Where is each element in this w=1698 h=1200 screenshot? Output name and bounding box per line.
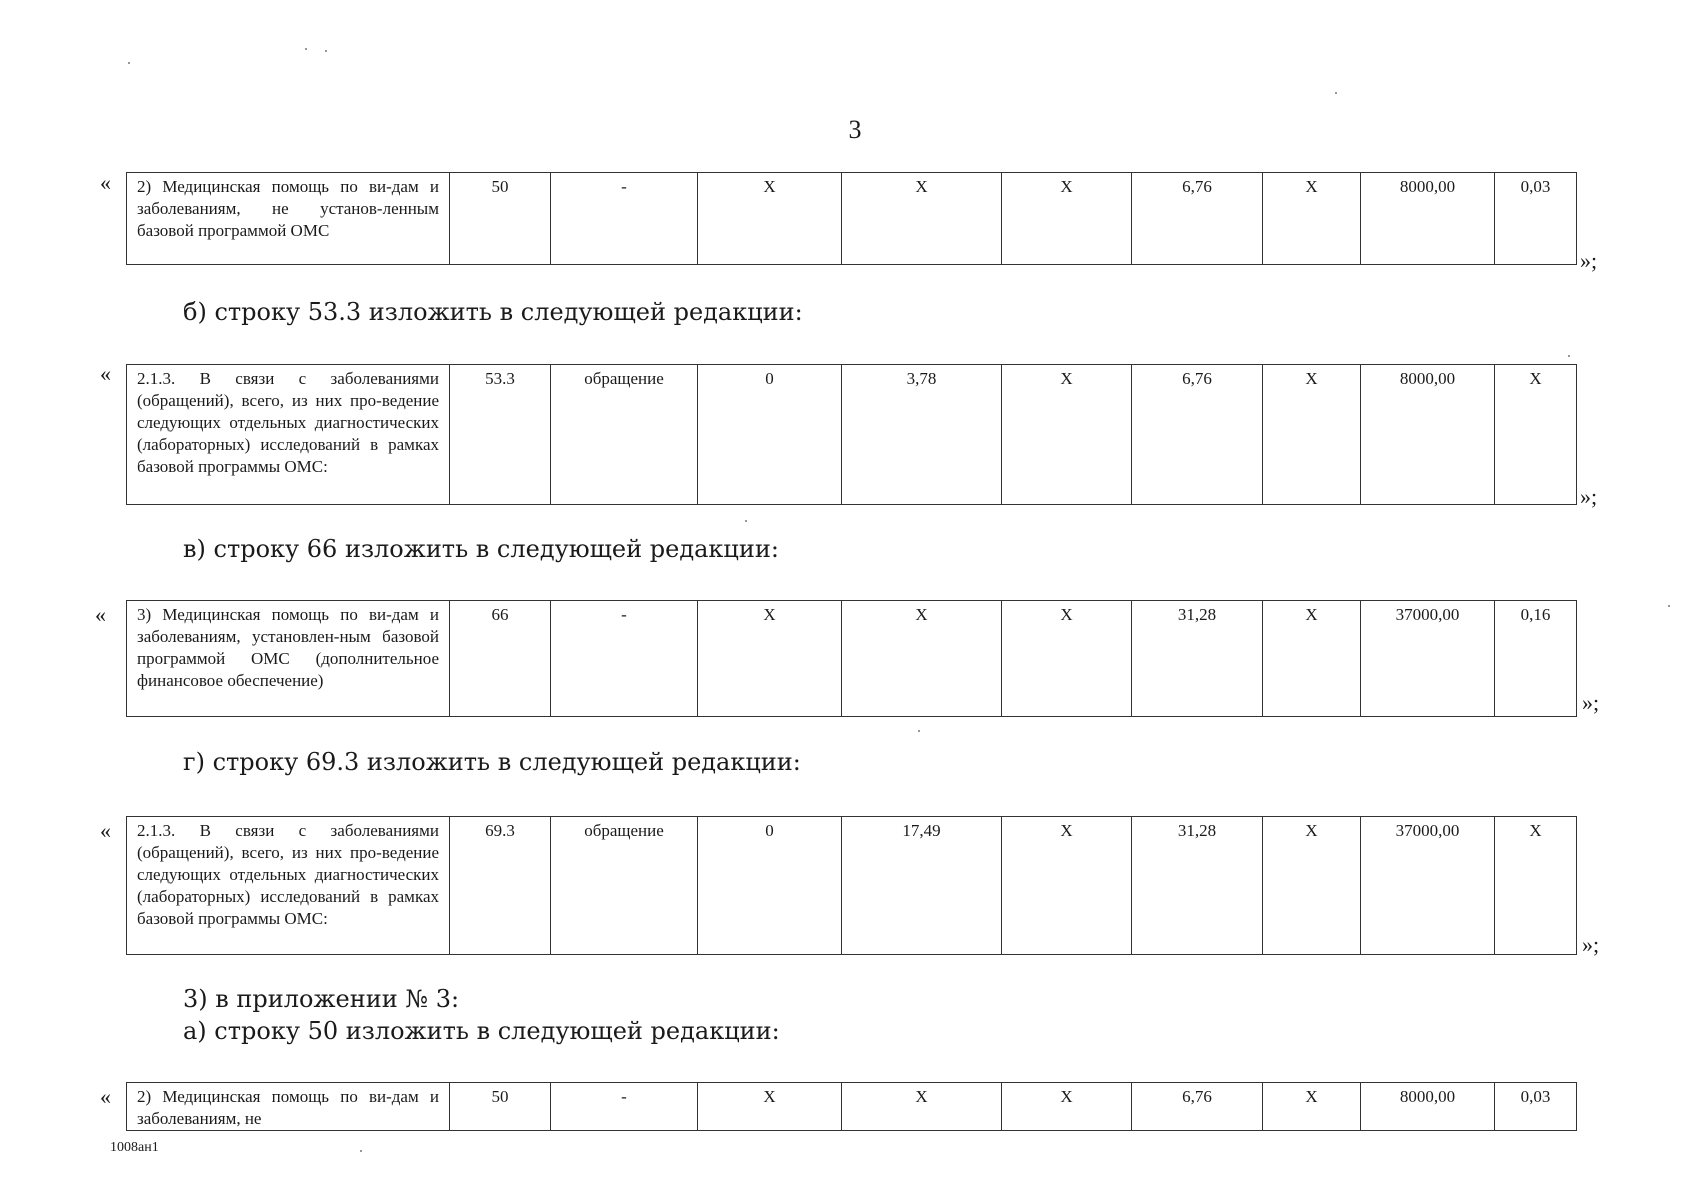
cell-value: 37000,00: [1361, 601, 1495, 717]
cell-unit: обращение: [551, 365, 698, 505]
cell-description: 2) Медицинская помощь по ви-дам и заболеваниям, не: [127, 1083, 450, 1131]
amendment-table-row-50-appendix-3: [126, 1082, 1577, 1131]
scan-speck: [918, 730, 920, 732]
document-code: 1008ан1: [110, 1140, 159, 1155]
cell-value: X: [1263, 601, 1361, 717]
cell-value: 6,76: [1132, 173, 1263, 265]
instruction-b: б) строку 53.3 изложить в следующей редакции:: [183, 298, 803, 326]
cell-row-number: 50: [450, 173, 551, 265]
scan-speck: [325, 50, 327, 52]
instruction-v: в) строку 66 изложить в следующей редакции:: [183, 535, 779, 563]
cell-value: X: [842, 1083, 1002, 1131]
cell-value: X: [698, 601, 842, 717]
table-row: [127, 817, 1577, 955]
cell-value: X: [1263, 817, 1361, 955]
page-number: 3: [848, 115, 862, 144]
cell-value: 6,76: [1132, 365, 1263, 505]
amendment-table-row-66: [126, 600, 1577, 717]
scan-speck: [305, 48, 307, 50]
cell-unit: -: [551, 601, 698, 717]
scan-speck: [128, 62, 130, 64]
cell-value: X: [1263, 173, 1361, 265]
cell-value: X: [698, 173, 842, 265]
cell-row-number: 53.3: [450, 365, 551, 505]
closing-quote: »;: [1580, 484, 1598, 509]
cell-unit: -: [551, 1083, 698, 1131]
table-row: [127, 601, 1577, 717]
cell-value: 31,28: [1132, 817, 1263, 955]
closing-quote: »;: [1582, 690, 1600, 715]
cell-description: 2) Медицинская помощь по ви-дам и заболеваниям, не установ-ленным базовой программой ОМС: [127, 173, 450, 265]
closing-quote: »;: [1580, 248, 1598, 273]
amendment-table-row-53-3: [126, 364, 1577, 505]
amendment-table-row-69-3: [126, 816, 1577, 955]
scan-speck: [1568, 355, 1570, 357]
cell-value: X: [842, 601, 1002, 717]
cell-unit: обращение: [551, 817, 698, 955]
cell-value: X: [1495, 817, 1577, 955]
cell-value: 3,78: [842, 365, 1002, 505]
cell-value: 31,28: [1132, 601, 1263, 717]
opening-quote: «: [100, 361, 111, 386]
cell-row-number: 50: [450, 1083, 551, 1131]
opening-quote: «: [95, 602, 106, 627]
opening-quote: «: [100, 1084, 111, 1109]
cell-value: 0,16: [1495, 601, 1577, 717]
instruction-a: а) строку 50 изложить в следующей редакции:: [183, 1017, 780, 1045]
cell-value: 37000,00: [1361, 817, 1495, 955]
cell-row-number: 66: [450, 601, 551, 717]
cell-value: X: [1263, 1083, 1361, 1131]
opening-quote: «: [100, 170, 111, 195]
scan-speck: [360, 1150, 362, 1152]
cell-value: 8000,00: [1361, 1083, 1495, 1131]
cell-value: X: [1263, 365, 1361, 505]
cell-value: X: [1002, 365, 1132, 505]
cell-value: X: [1495, 365, 1577, 505]
instruction-appendix-3: 3) в приложении № 3:: [183, 985, 460, 1013]
closing-quote: »;: [1582, 932, 1600, 957]
amendment-table-row-50: [126, 172, 1577, 265]
instruction-g: г) строку 69.3 изложить в следующей редакции:: [183, 748, 801, 776]
cell-value: 8000,00: [1361, 173, 1495, 265]
scan-speck: [745, 520, 747, 522]
scan-speck: [1668, 605, 1670, 607]
table-row: [127, 1083, 1577, 1131]
cell-value: 0: [698, 817, 842, 955]
cell-value: 0,03: [1495, 1083, 1577, 1131]
opening-quote: «: [100, 818, 111, 843]
cell-value: X: [1002, 817, 1132, 955]
cell-row-number: 69.3: [450, 817, 551, 955]
scan-speck: [1335, 92, 1337, 94]
cell-value: 0,03: [1495, 173, 1577, 265]
cell-value: X: [1002, 173, 1132, 265]
cell-value: 0: [698, 365, 842, 505]
cell-value: X: [1002, 601, 1132, 717]
cell-description: 3) Медицинская помощь по ви-дам и заболеваниям, установлен-ным базовой программой ОМС (дополнительное финансовое обеспечение): [127, 601, 450, 717]
cell-description: 2.1.3. В связи с заболеваниями (обращений), всего, из них про-ведение следующих отдельных диагностических (лабораторных) исследований в рамках базовой программы ОМС:: [127, 817, 450, 955]
cell-description: 2.1.3. В связи с заболеваниями (обращений), всего, из них про-ведение следующих отдельных диагностических (лабораторных) исследований в рамках базовой программы ОМС:: [127, 365, 450, 505]
cell-value: 8000,00: [1361, 365, 1495, 505]
cell-value: X: [698, 1083, 842, 1131]
cell-unit: -: [551, 173, 698, 265]
cell-value: 6,76: [1132, 1083, 1263, 1131]
table-row: [127, 365, 1577, 505]
table-row: [127, 173, 1577, 265]
cell-value: X: [842, 173, 1002, 265]
cell-value: X: [1002, 1083, 1132, 1131]
cell-value: 17,49: [842, 817, 1002, 955]
